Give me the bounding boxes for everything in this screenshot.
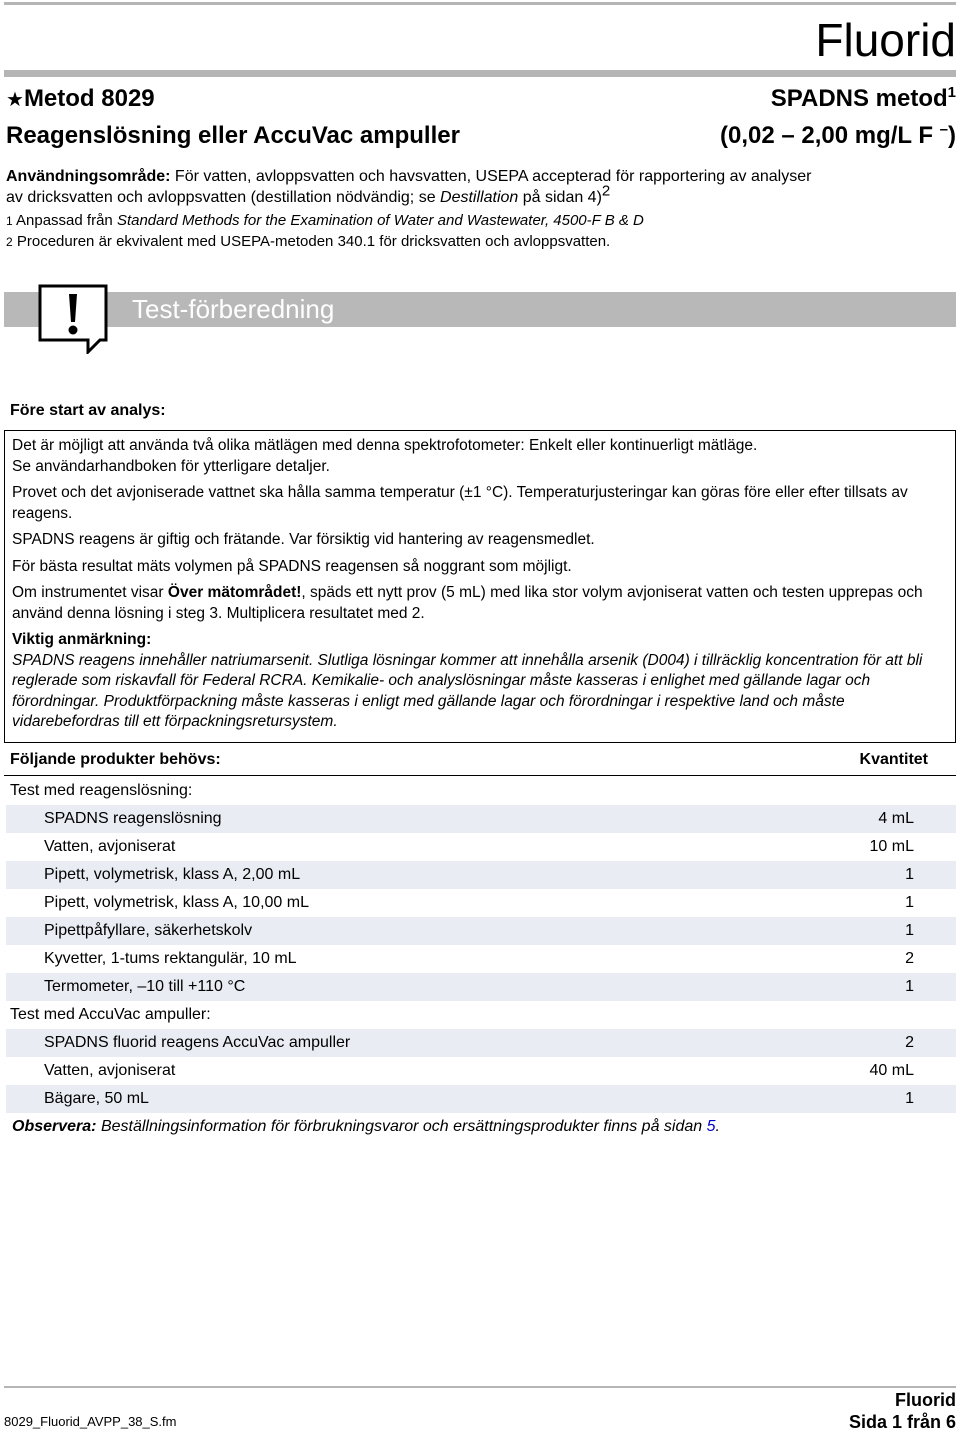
instruction-3: SPADNS reagens är giftig och frätande. Var försiktig vid hantering av reagensmedlet. bbox=[12, 531, 595, 548]
section-title: Test-förberedning bbox=[132, 294, 335, 324]
products-header-label: Följande produkter behövs: bbox=[10, 751, 221, 768]
instruction-1-line-2: Se användarhandboken för ytterligare detaljer. bbox=[12, 457, 330, 475]
observe-note bbox=[12, 1117, 720, 1137]
item-name: Vatten, avjoniserat bbox=[44, 838, 176, 855]
method-subtitle: Reagenslösning eller AccuVac ampuller bbox=[6, 122, 460, 149]
item-name: Pipett, volymetrisk, klass A, 10,00 mL bbox=[44, 894, 309, 911]
title-rule bbox=[4, 70, 956, 77]
item-qty: 2 bbox=[905, 950, 914, 967]
observe-end: . bbox=[715, 1118, 720, 1135]
item-qty: 1 bbox=[905, 866, 914, 883]
spadns-footnote-ref: 1 bbox=[947, 84, 956, 101]
range-close: ) bbox=[948, 122, 956, 149]
item-name: Vatten, avjoniserat bbox=[44, 1062, 176, 1079]
item-qty: 1 bbox=[905, 978, 914, 995]
page-link[interactable]: 5 bbox=[706, 1118, 716, 1135]
item-qty: 10 mL bbox=[869, 838, 914, 855]
item-qty: 1 bbox=[905, 894, 914, 911]
footer-filename: 8029_Fluorid_AVPP_38_S.fm bbox=[4, 1414, 177, 1429]
page-title: Fluorid bbox=[815, 14, 956, 66]
item-name: Pipettpåfyllare, säkerhetskolv bbox=[44, 922, 253, 939]
intro-text-1: För vatten, avloppsvatten och havsvatten, USEPA accepterad för rapportering av analyser bbox=[170, 168, 812, 185]
distillation-link[interactable]: Destillation bbox=[440, 189, 519, 206]
item-name: Termometer, –10 till +110 °C bbox=[44, 978, 246, 995]
table-row bbox=[6, 805, 956, 833]
item-name: Bägare, 50 mL bbox=[44, 1090, 149, 1107]
observe-text: Beställningsinformation för förbrukningsvaror och ersättningsprodukter finns på sidan bbox=[96, 1118, 707, 1135]
intro-paragraph bbox=[6, 166, 956, 208]
table-row bbox=[6, 1029, 956, 1057]
intro-footnote-ref: 2 bbox=[601, 182, 611, 200]
instruction-1 bbox=[12, 436, 947, 477]
table-row bbox=[6, 1085, 956, 1113]
table-row bbox=[6, 861, 956, 889]
group-reagent-solution: Test med reagenslösning: bbox=[10, 782, 193, 799]
footnote-1-text: Anpassad från bbox=[12, 212, 117, 229]
footnote-1-source: Standard Methods for the Examination of Water and Wastewater, 4500-F B & D bbox=[116, 212, 644, 229]
products-header-rule bbox=[4, 775, 956, 776]
item-qty: 1 bbox=[905, 922, 914, 939]
item-name: SPADNS reagenslösning bbox=[44, 810, 222, 827]
top-rule bbox=[4, 2, 956, 5]
warning-exclamation-icon bbox=[36, 282, 110, 354]
instruction-5-start: Om instrumentet visar bbox=[12, 584, 168, 601]
item-qty: 4 mL bbox=[878, 810, 914, 827]
page-number: Sida 1 från 6 bbox=[848, 1412, 956, 1432]
table-row bbox=[6, 1057, 956, 1085]
important-note-text: SPADNS reagens innehåller natriumarsenit. Slutliga lösningar kommer att innehålla arsenik (D004) i tillräcklig koncentration för att bli reglerade som riskavfall för Federal RCRA. Kemikalie- och analyslösningar måste kasseras i enlighet med gällande lagar och förordningar. Produktförpackning måste kasseras i enligt med gällande lagar och förordningar i respektive land och måste vidarebefordras till ett förpackningsretursystem. bbox=[12, 651, 923, 730]
method-heading bbox=[6, 85, 155, 114]
table-row bbox=[6, 889, 956, 917]
item-qty: 40 mL bbox=[869, 1062, 914, 1079]
intro-text-2: av dricksvatten och avloppsvatten (destillation nödvändig; se bbox=[6, 189, 441, 206]
instruction-5-end: , späds ett nytt prov (5 mL) med lika stor volym avjoniserat vatten och testen upprepas och använd denna lösning i steg 3. Multiplicera resultatet med 2. bbox=[12, 584, 923, 622]
item-name: Kyvetter, 1-tums rektangulär, 10 mL bbox=[44, 950, 297, 967]
table-row bbox=[6, 833, 956, 861]
intro-text-3: på sidan 4) bbox=[518, 189, 602, 206]
table-row bbox=[6, 945, 956, 973]
method-number: Metod 8029 bbox=[23, 85, 155, 112]
spadns-heading bbox=[771, 85, 956, 113]
footnote-1 bbox=[6, 211, 644, 231]
footer-rule bbox=[4, 1386, 956, 1388]
measurement-range bbox=[720, 122, 956, 150]
method-star-icon: ★ bbox=[6, 89, 24, 111]
group-accuvac: Test med AccuVac ampuller: bbox=[10, 1006, 211, 1023]
spadns-label: SPADNS metod bbox=[770, 85, 948, 112]
table-row bbox=[6, 917, 956, 945]
item-name: Pipett, volymetrisk, klass A, 2,00 mL bbox=[44, 866, 301, 883]
footnote-2-text: Proceduren är ekvivalent med USEPA-metoden 340.1 för dricksvatten och avloppsvatten. bbox=[12, 233, 611, 250]
footnote-2-number: 2 bbox=[6, 235, 13, 249]
important-note bbox=[12, 630, 947, 733]
footnote-2 bbox=[6, 232, 610, 252]
footnote-1-number: 1 bbox=[6, 214, 13, 228]
products-header-qty: Kvantitet bbox=[859, 751, 928, 768]
item-qty: 1 bbox=[905, 1090, 914, 1107]
item-qty: 2 bbox=[905, 1034, 914, 1051]
item-name: SPADNS fluorid reagens AccuVac ampuller bbox=[44, 1034, 351, 1051]
instructions-panel bbox=[4, 430, 956, 743]
instruction-4: För bästa resultat mäts volymen på SPADNS reagensen så noggrant som möjligt. bbox=[12, 557, 572, 575]
intro-label: Användningsområde: bbox=[6, 168, 171, 185]
over-range-message: Över mätområdet! bbox=[167, 584, 302, 601]
important-note-label: Viktig anmärkning: bbox=[12, 631, 152, 648]
instruction-5 bbox=[12, 583, 947, 624]
table-row bbox=[6, 973, 956, 1001]
footer-title: Fluorid bbox=[895, 1390, 956, 1410]
range-superscript: – bbox=[939, 121, 948, 138]
instruction-1-line-1: Det är möjligt att använda två olika mätlägen med denna spektrofotometer: Enkelt eller kontinuerligt mätläge. bbox=[12, 437, 758, 454]
instruction-2: Provet och det avjoniserade vattnet ska hålla samma temperatur (±1 °C). Temperaturjusteringar kan göras före eller efter tillsats av reagens. bbox=[12, 484, 908, 522]
observe-label: Observera: bbox=[12, 1118, 97, 1135]
range-text: (0,02 – 2,00 mg/L F bbox=[720, 122, 940, 149]
before-start-label: Före start av analys: bbox=[10, 402, 166, 419]
